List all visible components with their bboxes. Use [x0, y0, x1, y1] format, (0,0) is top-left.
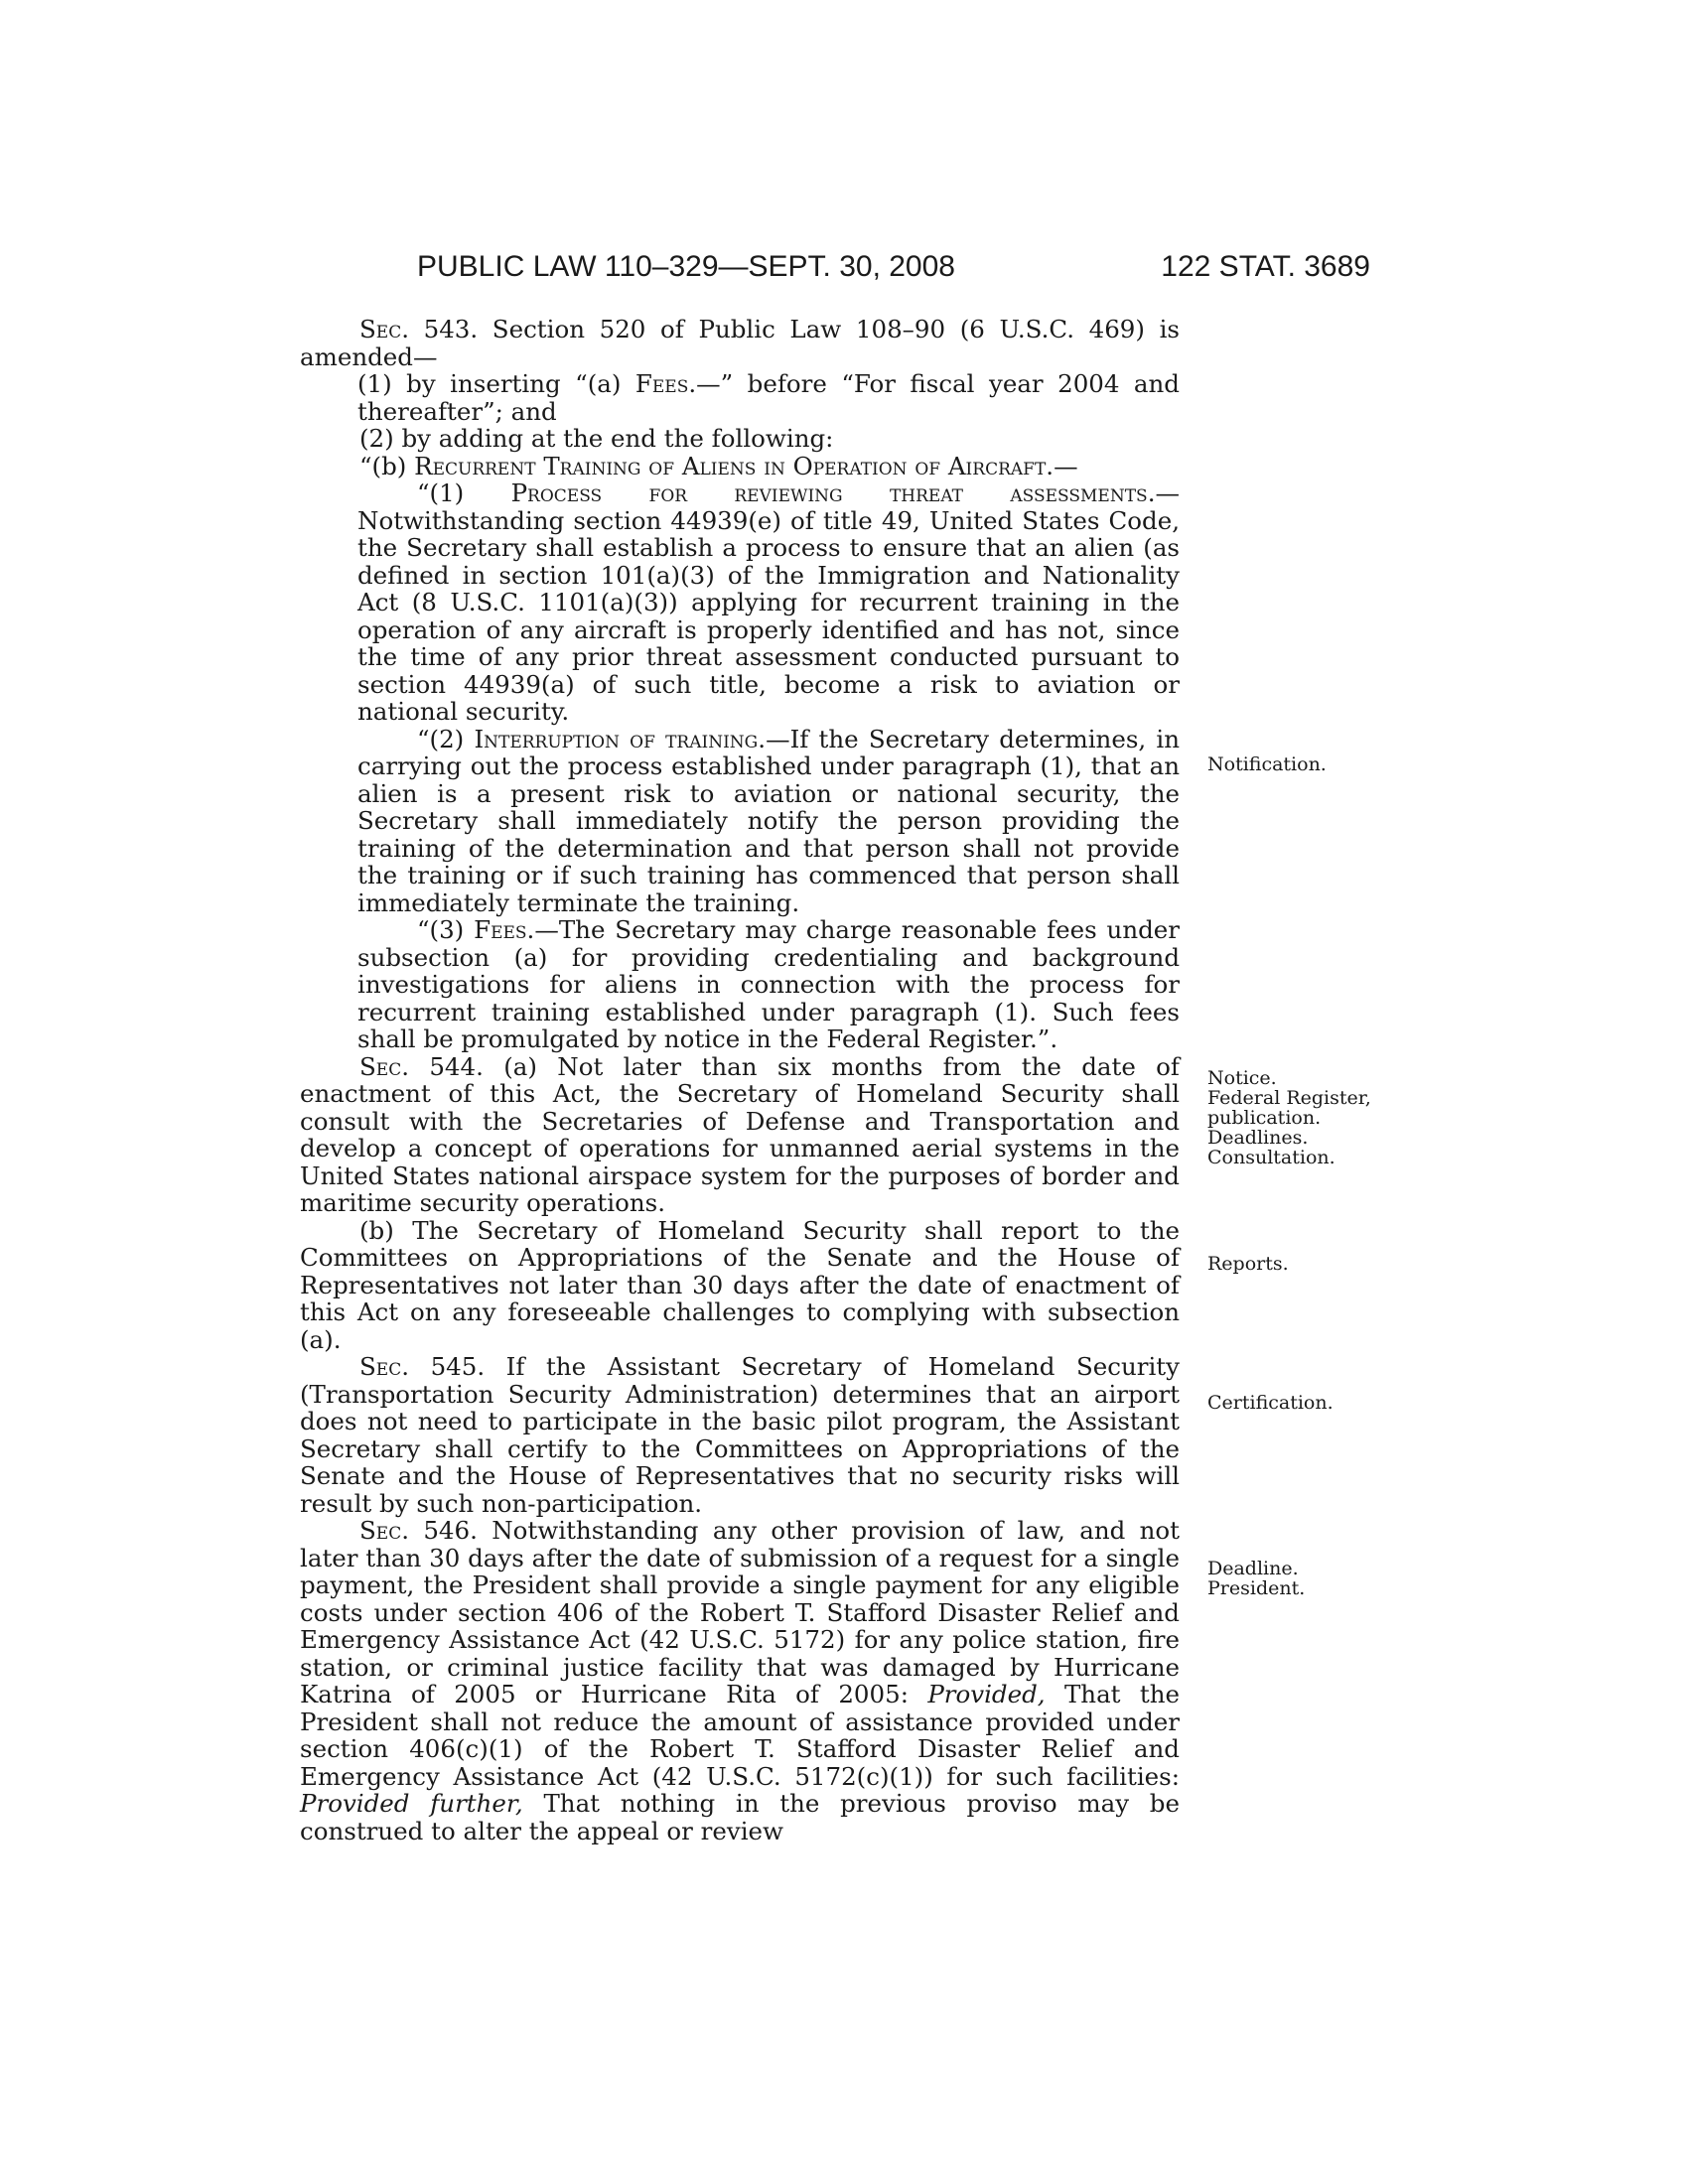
- margin-note-deadline-group: Deadline. President.: [1207, 1558, 1306, 1599]
- paragraph-2: “(2) Interruption of training.—If the Secretary determines, in carrying out the process established under paragraph (1), that an alien is a present risk to aviation or national security, the Secretary shall immediately notify the person providing the training of the determination and that person shall not provide the training or if such training has commenced that person shall immediately terminate the training.: [357, 724, 1180, 917]
- paragraph-3: “(3) Fees.—The Secretary may charge reasonable fees under subsection (a) for providing credentialing and background investigations for aliens in connection with the process for recurrent training established under paragraph (1). Such fees shall be promulgated by notice in the Federal Register.”.: [357, 915, 1180, 1053]
- sec-543-item-2: (2) by adding at the end the following:: [359, 424, 834, 453]
- sec-543-item-1: (1) by inserting “(a) Fees.—” before “For fiscal year 2004 and thereafter”; and: [357, 369, 1180, 426]
- sec-label: Sec.: [359, 1516, 409, 1545]
- margin-note-notification: Notification.: [1207, 753, 1327, 775]
- sec-543-intro: Sec. 543. Section 520 of Public Law 108–90 (6 U.S.C. 469) is amended—: [300, 315, 1180, 371]
- sec-label: Sec.: [359, 1352, 409, 1381]
- margin-note-notice-group: Notice. Federal Register, publication. Deadlines. Consultation.: [1207, 1067, 1371, 1168]
- sec-543-items: [300, 370, 1180, 425]
- sec-543-paragraphs: [300, 479, 1180, 1053]
- sec-546: Sec. 546. Notwithstanding any other provision of law, and not later than 30 days after the date of submission of a request for a single payment, the President shall provide a single payment for any eligible costs under section 406 of the Robert T. Stafford Disaster Relief and Emergency Assistance Act (42 U.S.C. 5172) for any police station, fire station, or criminal justice facility that was damaged by Hurricane Katrina of 2005 or Hurricane Rita of 2005: Provided, That the President shall not reduce the amount of assistance provided under section 406(c)(1) of the Robert T. Stafford Disaster Relief and Emergency Assistance Act (42 U.S.C. 5172(c)(1)) for such facilities: Provided further, That nothing in the previous proviso may be construed to alter the appeal or review: [300, 1516, 1180, 1845]
- statute-body: [300, 316, 1180, 1844]
- margin-note-reports: Reports.: [1207, 1253, 1289, 1275]
- margin-note-certification: Certification.: [1207, 1392, 1334, 1414]
- paragraph-1: “(1) Process for reviewing threat assessments.—Notwithstanding section 44939(e) of title 49, United States Code, the Secretary shall establish a process to ensure that an alien (as defined in section 101(a)(3) of the Immigration and Nationality Act (8 U.S.C. 1101(a)(3)) applying for recurrent training in the operation of any aircraft is properly identified and has not, since the time of any prior threat assessment conducted pursuant to section 44939(a) of such title, become a risk to aviation or national security.: [357, 478, 1180, 726]
- sec-544-a: Sec. 544. (a) Not later than six months from the date of enactment of this Act, the Secretary of Homeland Security shall consult with the Secretaries of Defense and Transportation and develop a concept of operations for unmanned aerial systems in the United States national airspace system for the purposes of border and maritime security operations.: [300, 1051, 1181, 1217]
- page-header: [417, 250, 1370, 290]
- sec-label: Sec.: [359, 315, 409, 343]
- sec-label: Sec.: [359, 1051, 409, 1081]
- sec-543-subsection-b: “(b) Recurrent Training of Aliens in Operation of Aircraft.—: [359, 451, 1078, 480]
- page-number: 122 STAT. 3689: [1161, 250, 1370, 283]
- sec-545: Sec. 545. If the Assistant Secretary of Homeland Security (Transportation Security Administration) determines that an airport does not need to participate in the basic pilot program, the Assistant Secretary shall certify to the Committees on Appropriations of the Senate and the House of Representatives that no security risks will result by such non-participation.: [300, 1352, 1180, 1518]
- sec-544-b: (b) The Secretary of Homeland Security shall report to the Committees on Appropriations of the Senate and the House of Representatives not later than 30 days after the date of enactment of this Act on any foreseeable challenges to complying with subsection (a).: [300, 1215, 1180, 1354]
- running-title: PUBLIC LAW 110–329—SEPT. 30, 2008: [417, 250, 955, 283]
